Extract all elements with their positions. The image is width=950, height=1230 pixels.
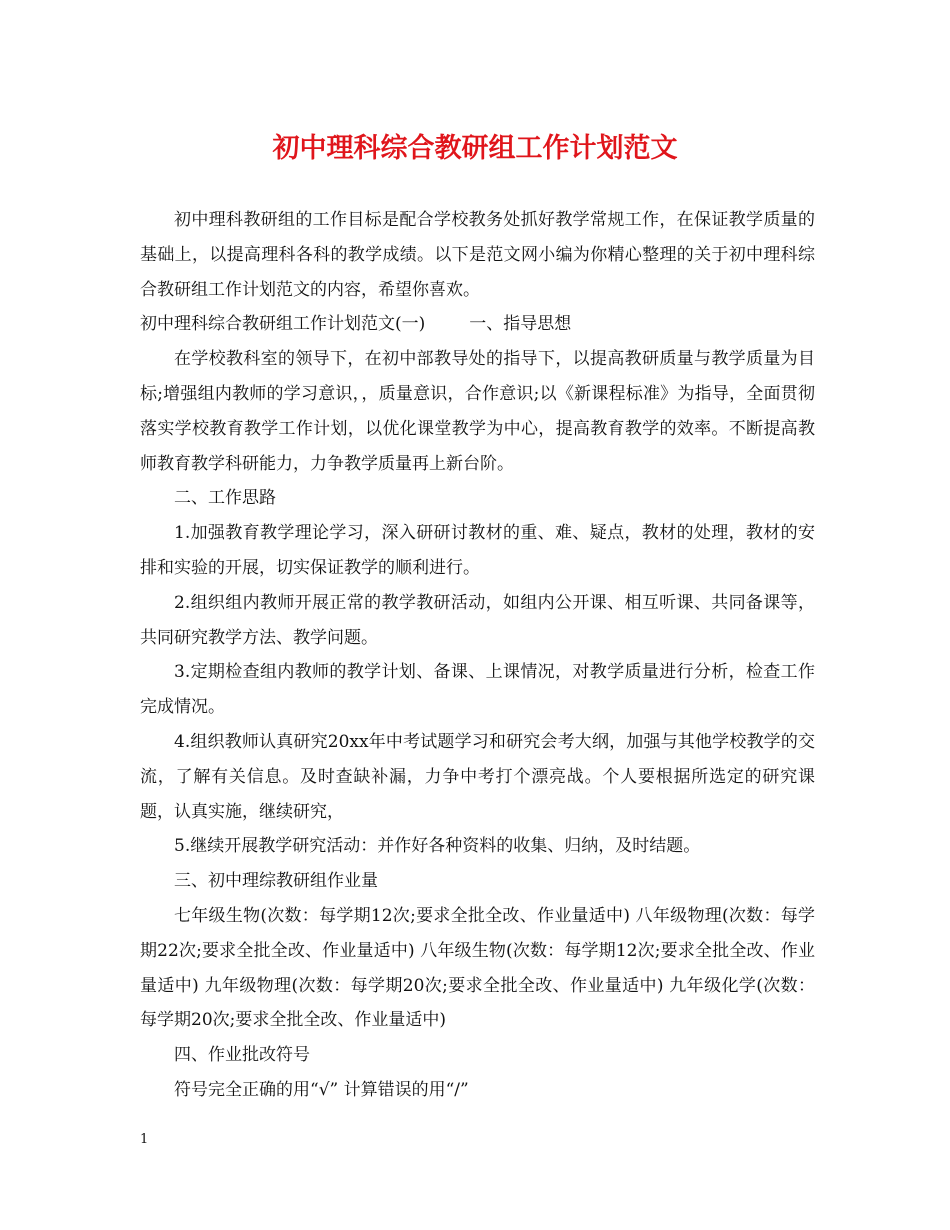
plan-subtitle: 初中理科综合教研组工作计划范文(一) [140, 314, 426, 335]
guiding-ideology-paragraph: 在学校教科室的领导下，在初中部教导处的指导下，以提高教研质量与教学质量为目标;增强组内教师的学习意识，，质量意识，合作意识;以《新课程标准》为指导，全面贯彻落实学校教育教学工作计划，以优化课堂教学为中心，提高教育教学的效率。不断提高教师教育教学科研能力，力争教学质量再上新台阶。 [140, 349, 815, 474]
work-idea-item-1: 1.加强教育教学理论学习，深入研研讨教材的重、难、疑点，教材的处理，教材的安排和实验的开展，切实保证教学的顺利进行。 [140, 523, 815, 578]
work-idea-item-4: 4.组织教师认真研究20xx年中考试题学习和研究会考大纲，加强与其他学校教学的交流，了解有关信息。及时查缺补漏，力争中考打个漂亮战。个人要根据所选定的研究课题，认真实施，继续研究， [140, 731, 815, 822]
intro-paragraph: 初中理科教研组的工作目标是配合学校教务处抓好教学常规工作，在保证教学质量的基础上，以提高理科各科的教学成绩。以下是范文网小编为你精心整理的关于初中理科综合教研组工作计划范文的内容，希望你喜欢。 [140, 210, 815, 300]
page-number: 1 [140, 1132, 149, 1147]
section-heading-homework-amount: 三、初中理综教研组作业量 [174, 871, 378, 892]
work-idea-item-2: 2.组织组内教师开展正常的教学教研活动，如组内公开课、相互听课、共同备课等，共同研究教学方法、教学问题。 [140, 592, 815, 648]
work-idea-item-3: 3.定期检查组内教师的教学计划、备课、上课情况，对教学质量进行分析，检查工作完成情况。 [140, 662, 815, 718]
document-title: 初中理科综合教研组工作计划范文 [272, 133, 678, 164]
work-idea-item-5: 5.继续开展教学研究活动：并作好各种资料的收集、归纳，及时结题。 [174, 836, 701, 857]
homework-amount-paragraph: 七年级生物(次数：每学期12次;要求全批全改、作业量适中) 八年级物理(次数：每学期22次;要求全批全改、作业量适中) 八年级生物(次数：每学期12次;要求全批全改、作业量适中) 九年级物理(次数：每学期20次;要求全批全改、作业量适中) 九年级化学(次数：每学期20次;要求全批全改、作业量适中) [140, 905, 815, 1031]
section-heading-guiding-ideology: 一、指导思想 [469, 314, 572, 335]
section-heading-work-ideas: 二、工作思路 [174, 488, 276, 509]
document-body [140, 203, 815, 1108]
section-heading-line [140, 307, 815, 342]
marking-symbols-paragraph: 符号完全正确的用“√” 计算错误的用“/” [174, 1079, 469, 1100]
section-heading-marking-symbols: 四、作业批改符号 [174, 1045, 310, 1066]
